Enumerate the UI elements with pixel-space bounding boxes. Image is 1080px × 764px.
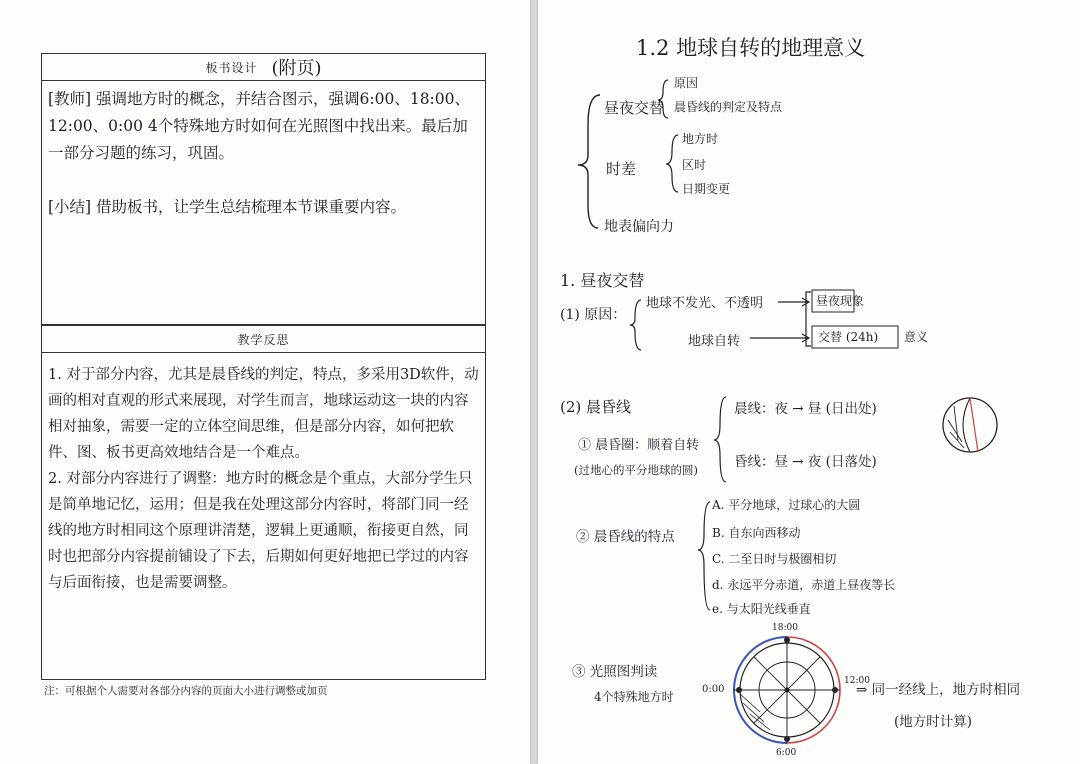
terminator-item-1-label: ① 晨昏圈：顺着自转	[578, 438, 700, 453]
cause-result-2-suffix: 意义	[904, 330, 929, 344]
reflection-header: 教学反思	[237, 332, 290, 347]
terminator-label: (2) 晨昏线	[560, 398, 632, 416]
board-design-header-note: (附页)	[271, 58, 322, 79]
cause-result-1: 昼夜现象	[816, 294, 865, 308]
left-page	[0, 0, 530, 764]
conclusion-sub: (地方时计算)	[894, 714, 973, 730]
polar-diagram	[734, 637, 840, 743]
features-brace	[698, 502, 710, 610]
feature-d: d. 永远平分赤道，赤道上昼夜等长	[712, 578, 896, 592]
feature-a: A. 平分地球，过球心的大圆	[712, 498, 861, 512]
footnote: 注：可根据个人需要对各部分内容的页面大小进行调整或加页	[44, 685, 328, 697]
item-3-sub: 4个特殊地方时	[594, 690, 674, 704]
board-design-header: 板书设计	[205, 60, 258, 75]
globe-sketch	[943, 398, 997, 452]
diagram-label-bottom: 6:00	[776, 748, 797, 758]
outline-item-1: 昼夜交替	[604, 99, 665, 117]
section-1-title: 1. 昼夜交替	[560, 271, 645, 290]
diagram-label-left: 0:00	[702, 684, 725, 695]
feature-c: C. 二至日时与极圈相切	[712, 552, 837, 566]
right-page	[538, 0, 1080, 764]
reflection-header-row	[42, 326, 485, 353]
reflection-paragraph-1: 1. 对于部分内容，尤其是晨昏线的判定，特点，多采用3D软件，动画的相对直观的形式来展现，对学生而言，地球运动这一块的内容相对抽象，需要一定的立体空间思维，但是部分内容，如何把软件、图、板书更高效地结合是一个难点。	[48, 367, 479, 461]
board-design-paragraph-1: [教师] 强调地方时的概念，并结合图示，强调6:00、18:00、12:00、0:00 4个特殊地方时如何在光照图中找出来。最后加一部分习题的练习，巩固。	[48, 90, 470, 162]
board-design-header-row	[42, 54, 485, 81]
outline-item-1-sub-1: 原因	[674, 76, 699, 90]
page-title: 1.2 地球自转的地理意义	[636, 36, 866, 60]
diagram-label-top: 18:00	[772, 623, 798, 633]
feature-e: e. 与太阳光线垂直	[712, 602, 811, 616]
conclusion: ⇒ 同一经线上，地方时相同	[856, 682, 1021, 698]
outline-sub-brace-2	[666, 135, 678, 192]
cause-brace	[630, 300, 641, 350]
cause-label: (1) 原因：	[560, 307, 627, 323]
outline-item-2-sub-3: 日期变更	[682, 182, 731, 196]
terminator-item-1-sub: (过地心的平分地球的圆)	[574, 463, 698, 477]
cause-line-2: 地球自转	[688, 334, 741, 349]
diagram-label-right: 12:00	[844, 676, 870, 686]
cause-line-1: 地球不发光、不透明	[646, 296, 764, 311]
dusk-line-text: 昏线：昼 → 夜 (日落处)	[734, 454, 877, 470]
item-3-label: ③ 光照图判读	[572, 664, 658, 680]
outline-item-2-sub-1: 地方时	[682, 132, 719, 146]
cause-result-2: 交替 (24h)	[818, 330, 879, 344]
dawn-line-text: 晨线：夜 → 昼 (日出处)	[734, 401, 877, 417]
board-design-table	[41, 53, 486, 325]
reflection-paragraph-2: 2. 对部分内容进行了调整：地方时的概念是个重点，大部分学生只是简单地记忆，运用；但是我在处理这部分内容时，将部门同一经线的地方时相同这个原理讲清楚，逻辑上更通顺，衔接更自然，同时也把部分内容提前铺设了下去，后期如何更好地把已学过的内容与后面衔接，也是需要调整。	[48, 471, 473, 591]
feature-b: B. 自东向西移动	[712, 526, 801, 540]
board-design-paragraph-2: [小结] 借助板书，让学生总结梳理本节课重要内容。	[48, 198, 407, 216]
outline-item-1-sub-2: 晨昏线的判定及特点	[674, 100, 783, 114]
outline-item-3: 地表偏向力	[604, 219, 674, 235]
terminator-brace	[714, 397, 726, 482]
terminator-item-2-label: ② 晨昏线的特点	[576, 529, 675, 545]
reflection-table	[41, 325, 486, 680]
outline-brace	[578, 95, 600, 228]
outline-item-2: 时差	[606, 160, 637, 178]
outline-item-2-sub-2: 区时	[682, 158, 707, 172]
